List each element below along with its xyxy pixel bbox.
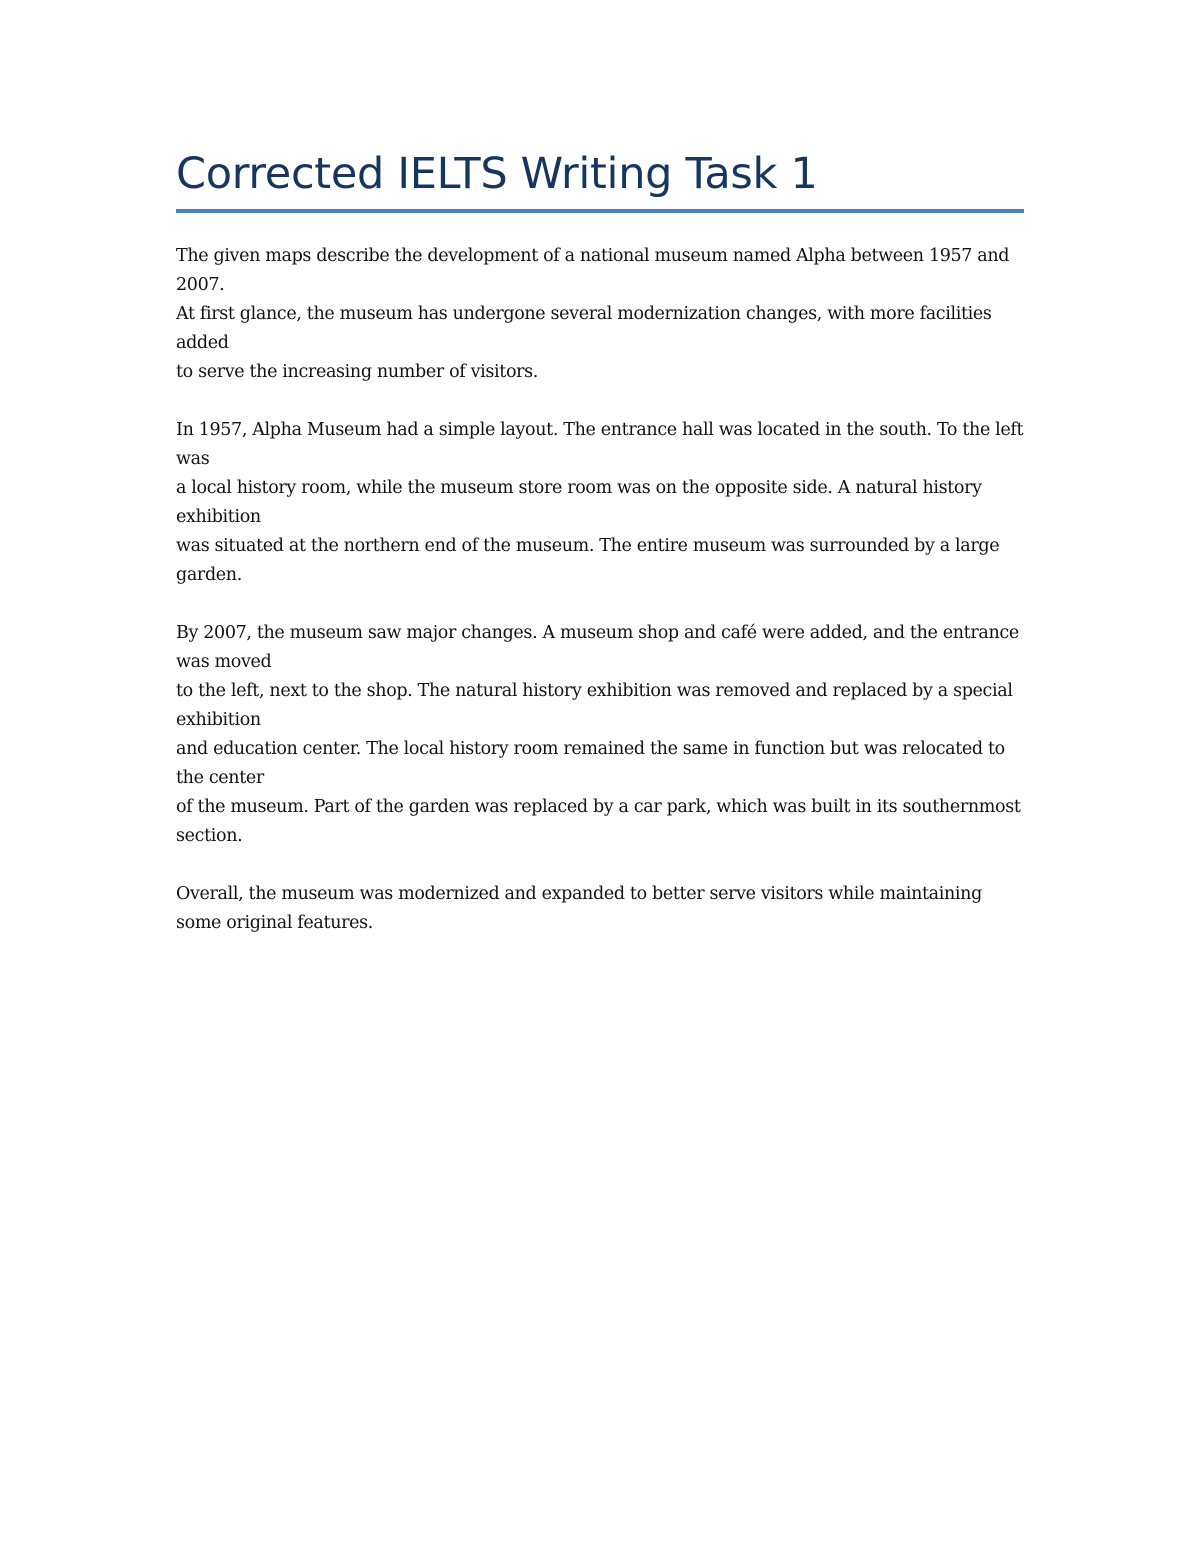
paragraph-overall [176,880,1024,938]
paragraph-1957 [176,416,1024,590]
text-line: of the museum. Part of the garden was replaced by a car park, which was built in its southernmost section. [176,797,1021,846]
text-line: a local history room, while the museum store room was on the opposite side. A natural history exhibition [176,478,982,527]
text-line: to serve the increasing number of visitors. [176,362,538,382]
text-line: to the left, next to the shop. The natural history exhibition was removed and replaced by a special exhibition [176,681,1013,730]
text-line: At first glance, the museum has undergone several modernization changes, with more facilities added [176,304,992,353]
document-body [176,242,1024,967]
text-line: By 2007, the museum saw major changes. A museum shop and café were added, and the entrance was moved [176,623,1019,672]
title-underline [176,209,1024,213]
document-title: Corrected IELTS Writing Task 1 [176,149,818,199]
text-line: was situated at the northern end of the museum. The entire museum was surrounded by a large garden. [176,536,1000,585]
text-line: In 1957, Alpha Museum had a simple layout. The entrance hall was located in the south. To the left was [176,420,1024,469]
paragraph-2007 [176,619,1024,851]
text-line: and education center. The local history room remained the same in function but was relocated to the center [176,739,1005,788]
text-line: The given maps describe the development of a national museum named Alpha between 1957 and 2007. [176,246,1010,295]
text-line: Overall, the museum was modernized and expanded to better serve visitors while maintaining some original features. [176,884,982,933]
paragraph-introduction [176,242,1024,387]
